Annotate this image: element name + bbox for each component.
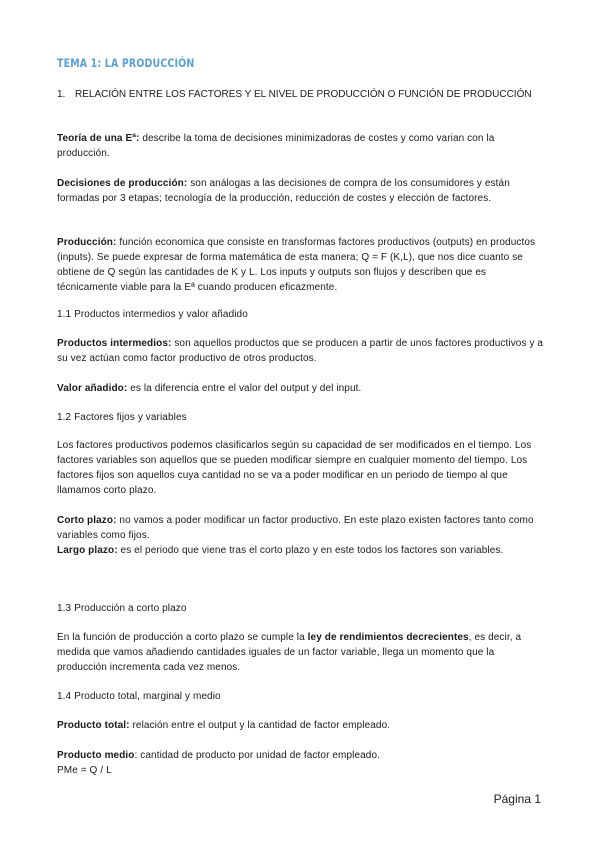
- section-number: 1.: [57, 89, 66, 100]
- term-medio: Producto medio: [57, 750, 135, 761]
- paragraph-teoria: [57, 131, 547, 161]
- page-title: TEMA 1: LA PRODUCCIÓN: [57, 56, 195, 70]
- term-ley-rendimientos: ley de rendimientos decrecientes: [307, 632, 469, 643]
- subheading-1-1: 1.1 Productos intermedios y valor añadido: [57, 309, 248, 320]
- term-decisiones: Decisiones de producción:: [57, 178, 188, 189]
- definition-total: relación entre el output y la cantidad de factor empleado.: [129, 720, 391, 731]
- term-largo: Largo plazo:: [57, 545, 118, 556]
- definition-largo: es el periodo que viene tras el corto plazo y en este todos los factores son variables.: [117, 545, 504, 556]
- section-heading-1: [57, 88, 547, 102]
- definition-medio: : cantidad de producto por unidad de factor empleado.: [134, 750, 380, 761]
- paragraph-decisiones: [57, 176, 547, 206]
- term-intermedios: Productos intermedios:: [57, 338, 172, 349]
- paragraph-produccion: [57, 235, 547, 295]
- paragraph-corto: [57, 513, 547, 543]
- paragraph-factores: Los factores productivos podemos clasificarlos según su capacidad de ser modificados en el tiempo. Los factores variables son aquellos que se pueden modificar siempre en cualquier momento del tiempo. Los factores fijos son aquellos cuya cantidad no se va a poder modificar en un periodo de tiempo al que llamamos corto plazo.: [57, 440, 532, 496]
- paragraph-largo: [57, 543, 547, 558]
- term-corto: Corto plazo:: [57, 515, 117, 526]
- term-valor: Valor añadido:: [57, 383, 128, 394]
- page-number: Página 1: [493, 792, 541, 806]
- text-after-ley: , es decir, a medida que vamos añadiendo cantidades iguales de un factor variable, llega un momento que la producción incrementa cada vez menos.: [57, 632, 522, 673]
- definition-intermedios: son aquellos productos que se producen a partir de unos factores productivos y a su vez actúan como factor productivo de otros productos.: [57, 338, 544, 364]
- definition-decisiones: son análogas a las decisiones de compra de los consumidores y están formadas por 3 etapas; tecnología de la producción, reducción de costes y elección de factores.: [57, 178, 510, 204]
- paragraph-medio: [57, 748, 547, 778]
- formula-pme: PMe = Q / L: [57, 765, 112, 776]
- section-heading-text: RELACIÓN ENTRE LOS FACTORES Y EL NIVEL DE PRODUCCIÓN O FUNCIÓN DE PRODUCCIÓN: [75, 89, 532, 100]
- definition-valor: es la diferencia entre el valor del output y del input.: [127, 383, 362, 394]
- paragraph-corto-plazo: [57, 630, 547, 675]
- paragraph-valor: [57, 381, 547, 396]
- definition-produccion: función economica que consiste en transformas factores productivos (outputs) en productos (inputs). Se puede expresar de forma matemática de esta manera; Q = F (K,L), que nos dice cuanto se obtiene de Q según las cantidades de K y L. Los inputs y outputs son flujos y describen que es técnicamente viable para la Eª cuando producen eficazmente.: [57, 237, 536, 293]
- term-teoria: Teoría de una Eª:: [57, 133, 140, 144]
- subheading-1-3: 1.3 Producción a corto plazo: [57, 603, 187, 614]
- text-before-ley: En la función de producción a corto plazo se cumple la: [57, 632, 308, 643]
- paragraph-total: [57, 718, 547, 733]
- subheading-1-4: 1.4 Producto total, marginal y medio: [57, 691, 221, 702]
- definition-corto: no vamos a poder modificar un factor productivo. En este plazo existen factores tanto como variables como fijos.: [57, 515, 534, 541]
- term-produccion: Producción:: [57, 237, 117, 248]
- definition-teoria: describe la toma de decisiones minimizadoras de costes y como varian con la producción.: [57, 133, 495, 159]
- subheading-1-2: 1.2 Factores fijos y variables: [57, 412, 187, 423]
- term-total: Producto total:: [57, 720, 130, 731]
- paragraph-intermedios: [57, 336, 547, 366]
